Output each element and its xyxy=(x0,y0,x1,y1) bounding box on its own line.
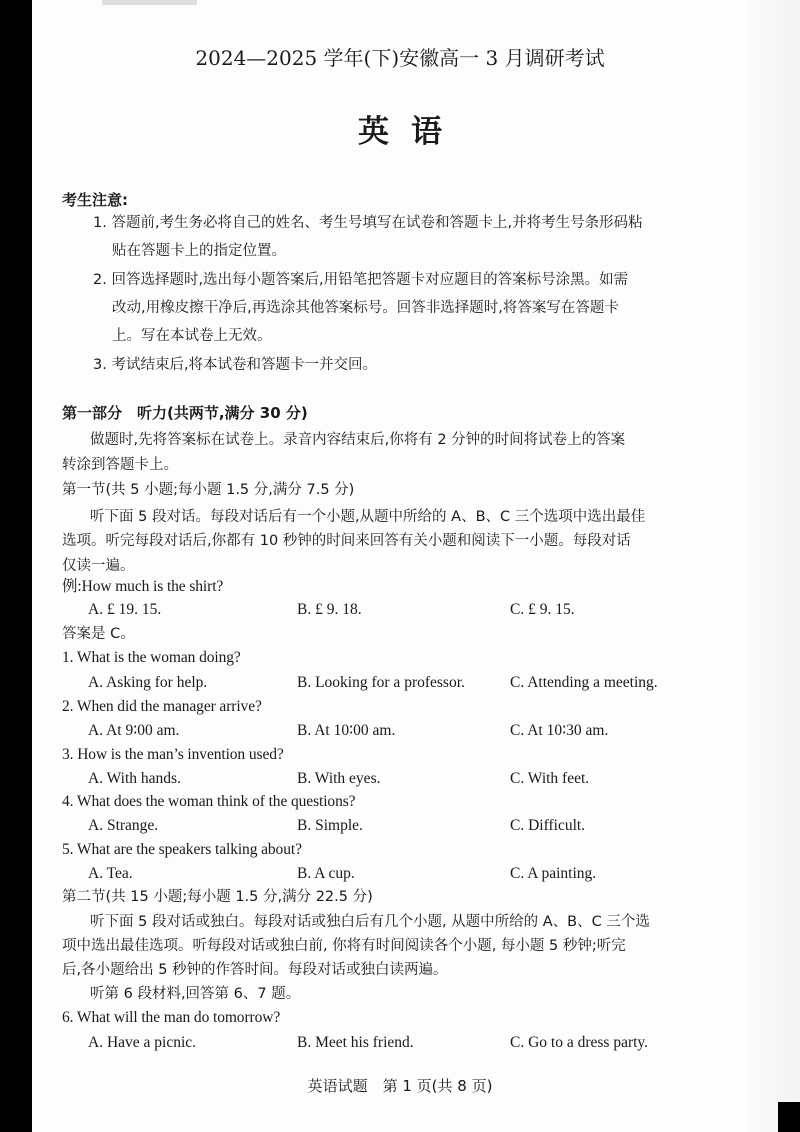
notice-item-3-line-1: 3. 考试结束后,将本试卷和答题卡一并交回。 xyxy=(93,357,378,373)
part1-heading: 第一部分 听力(共两节,满分 30 分) xyxy=(62,404,308,422)
question-1: 1. What is the woman doing? xyxy=(62,649,241,666)
example-question: 例:How much is the shirt? xyxy=(62,578,224,595)
section2-heading: 第二节(共 15 小题;每小题 1.5 分,满分 22.5 分) xyxy=(62,889,373,905)
question-2-option-a: A. At 9∶00 am. xyxy=(88,722,180,739)
notice-item-2-line-1: 2. 回答选择题时,选出每小题答案后,用铅笔把答题卡对应题目的答案标号涂黑。如需 xyxy=(93,272,629,288)
question-6-option-b: B. Meet his friend. xyxy=(297,1034,414,1051)
question-3-option-b: B. With eyes. xyxy=(297,770,381,787)
question-2: 2. When did the manager arrive? xyxy=(62,698,262,715)
section1-heading: 第一节(共 5 小题;每小题 1.5 分,满分 7.5 分) xyxy=(62,482,355,498)
question-5-option-b: B. A cup. xyxy=(297,865,355,882)
question-3-option-a: A. With hands. xyxy=(88,770,181,787)
question-1-option-c: C. Attending a meeting. xyxy=(510,674,658,691)
section2-instruction-line-3: 后,各小题给出 5 秒钟的作答时间。每段对话或独白读两遍。 xyxy=(62,962,448,978)
scan-artifact xyxy=(102,0,197,5)
question-4-option-b: B. Simple. xyxy=(297,817,363,834)
subject-title: 英语 xyxy=(358,114,464,150)
exam-title: 2024—2025 学年(下)安徽高一 3 月调研考试 xyxy=(195,46,605,70)
question-2-option-c: C. At 10∶30 am. xyxy=(510,722,609,739)
section1-instruction-line-2: 选项。听完每段对话后,你都有 10 秒钟的时间来回答有关小题和阅读下一小题。每段对话 xyxy=(62,533,631,549)
example-option-b: B. £ 9. 18. xyxy=(297,601,362,618)
notice-item-1-line-1: 1. 答题前,考生务必将自己的姓名、考生号填写在试卷和答题卡上,并将考生号条形码粘 xyxy=(93,215,643,231)
question-4-option-a: A. Strange. xyxy=(88,817,159,834)
notice-heading: 考生注意: xyxy=(62,191,128,209)
question-5-option-a: A. Tea. xyxy=(88,865,133,882)
part1-intro-line-2: 转涂到答题卡上。 xyxy=(62,457,178,473)
question-4: 4. What does the woman think of the questions? xyxy=(62,793,356,810)
question-3-option-c: C. With feet. xyxy=(510,770,590,787)
section2-instruction-line-1: 听下面 5 段对话或独白。每段对话或独白后有几个小题, 从题中所给的 A、B、C 三个选 xyxy=(90,914,650,930)
notice-item-2-line-2: 改动,用橡皮擦干净后,再选涂其他答案标号。回答非选择题时,将答案写在答题卡 xyxy=(112,300,619,316)
question-5: 5. What are the speakers talking about? xyxy=(62,841,302,858)
material-note: 听第 6 段材料,回答第 6、7 题。 xyxy=(90,986,301,1002)
question-6-option-c: C. Go to a dress party. xyxy=(510,1034,649,1051)
section2-instruction-line-2: 项中选出最佳选项。听每段对话或独白前, 你将有时间阅读各个小题, 每小题 5 秒钟;听完 xyxy=(62,938,626,954)
section1-instruction-line-1: 听下面 5 段对话。每段对话后有一个小题,从题中所给的 A、B、C 三个选项中选出最佳 xyxy=(90,509,646,525)
part1-intro-line-1: 做题时,先将答案标在试卷上。录音内容结束后,你将有 2 分钟的时间将试卷上的答案 xyxy=(90,432,626,448)
question-4-option-c: C. Difficult. xyxy=(510,817,586,834)
question-1-option-b: B. Looking for a professor. xyxy=(297,674,465,691)
section1-instruction-line-3: 仅读一遍。 xyxy=(62,558,135,574)
question-1-option-a: A. Asking for help. xyxy=(88,674,208,691)
question-3: 3. How is the man’s invention used? xyxy=(62,746,284,763)
notice-item-2-line-3: 上。写在本试卷上无效。 xyxy=(112,328,272,344)
example-option-c: C. £ 9. 15. xyxy=(510,601,575,618)
question-6: 6. What will the man do tomorrow? xyxy=(62,1009,281,1026)
question-5-option-c: C. A painting. xyxy=(510,865,597,882)
question-6-option-a: A. Have a picnic. xyxy=(88,1034,197,1051)
scan-shadow xyxy=(750,0,800,1132)
example-option-a: A. £ 19. 15. xyxy=(88,601,162,618)
scan-border xyxy=(778,1102,800,1132)
question-2-option-b: B. At 10∶00 am. xyxy=(297,722,396,739)
page-footer: 英语试题 第 1 页(共 8 页) xyxy=(307,1077,493,1095)
example-answer: 答案是 C。 xyxy=(62,626,135,642)
notice-item-1-line-2: 贴在答题卡上的指定位置。 xyxy=(112,243,286,259)
